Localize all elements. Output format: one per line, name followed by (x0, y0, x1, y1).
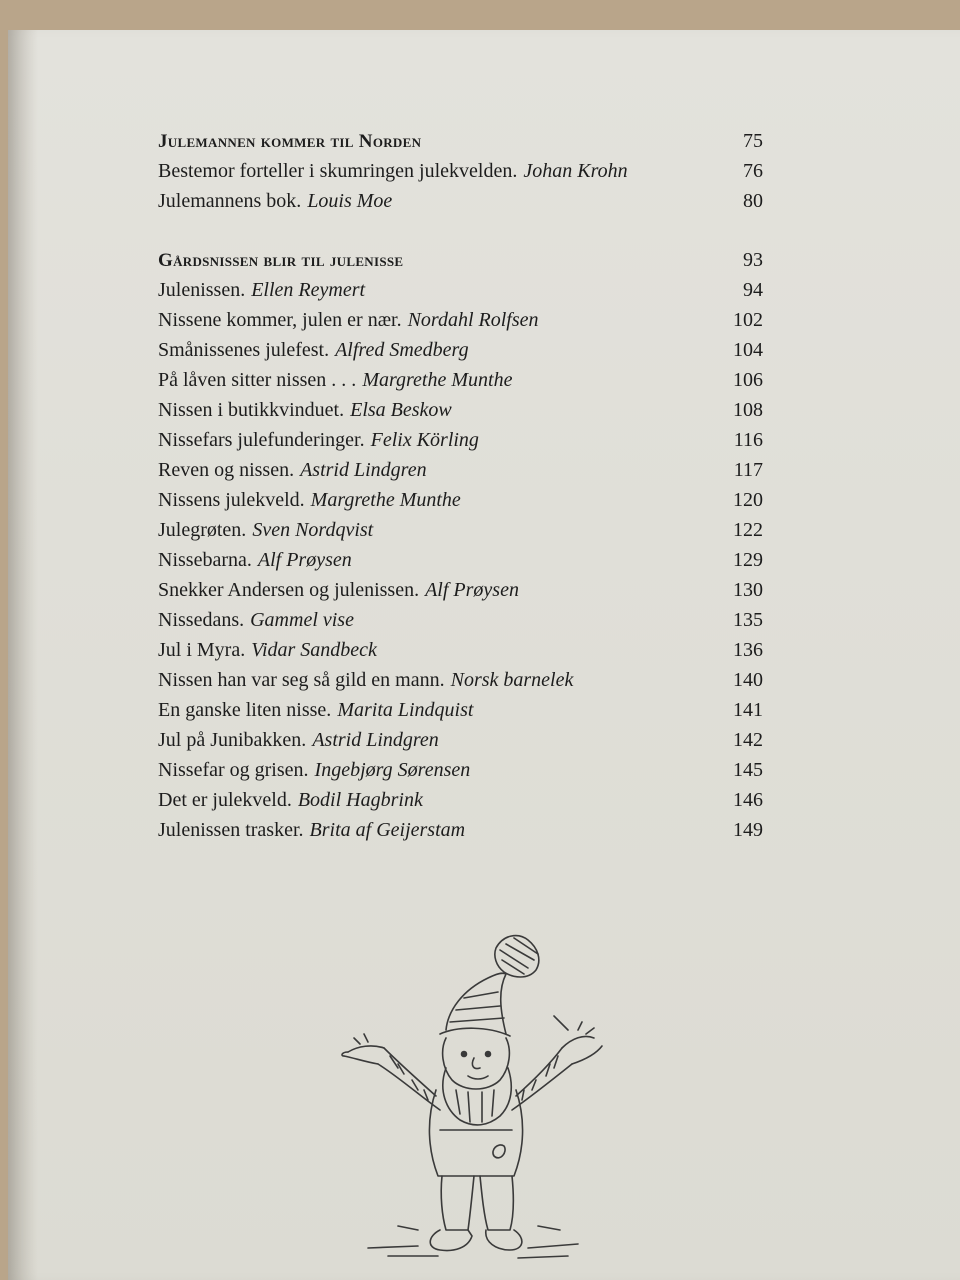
entry-page: 141 (733, 699, 763, 721)
entry-title: Bestemor forteller i skumringen julekvelden. (158, 160, 518, 182)
entry-title-group (158, 755, 470, 785)
gnome-illustration-icon (328, 930, 608, 1270)
entry-page: 122 (733, 519, 763, 541)
entry-title: Julenissen. (158, 279, 246, 301)
entry-title-group (158, 815, 465, 845)
entry-title-group (158, 575, 519, 605)
entry-author: Astrid Lindgren (312, 729, 439, 751)
section-heading-page: 93 (743, 249, 763, 271)
toc-entry (158, 575, 763, 605)
toc-entry (158, 275, 763, 305)
entry-page: 146 (733, 789, 763, 811)
entry-title: Reven og nissen. (158, 459, 295, 481)
entry-title-group (158, 186, 392, 216)
entry-title: Nissens julekveld. (158, 489, 305, 511)
toc-entry (158, 186, 763, 216)
section-heading (158, 245, 763, 275)
toc-entry (158, 515, 763, 545)
entry-title-group (158, 725, 439, 755)
entry-title-group (158, 335, 469, 365)
toc-entry (158, 665, 763, 695)
entry-author: Louis Moe (307, 190, 393, 212)
entry-author: Sven Nordqvist (252, 519, 374, 541)
section-heading-page: 75 (743, 130, 763, 152)
entry-title: Nissebarna. (158, 549, 252, 571)
entry-author: Alfred Smedberg (335, 339, 469, 361)
toc-section-gardsnissen (158, 245, 763, 845)
entry-page: 145 (733, 759, 763, 781)
page-gutter-shadow (8, 30, 38, 1280)
entry-page: 102 (733, 309, 763, 331)
entry-author: Brita af Geijerstam (309, 819, 466, 841)
entry-author: Ingebjørg Sørensen (314, 759, 471, 781)
entry-title: Jul på Junibakken. (158, 729, 307, 751)
entry-page: 140 (733, 669, 763, 691)
entry-title: Nissefars julefunderinger. (158, 429, 365, 451)
toc-entry (158, 365, 763, 395)
toc-entry (158, 395, 763, 425)
entry-author: Elsa Beskow (350, 399, 452, 421)
entry-page: 76 (743, 160, 763, 182)
entry-author: Margrethe Munthe (362, 369, 513, 391)
entry-page: 136 (733, 639, 763, 661)
toc-entry (158, 635, 763, 665)
section-heading-title: Julemannen kommer til Norden (158, 131, 422, 152)
entry-author: Johan Krohn (523, 160, 628, 182)
entry-author: Bodil Hagbrink (297, 789, 423, 811)
toc-entry (158, 545, 763, 575)
entry-title-group (158, 425, 479, 455)
toc-entry (158, 605, 763, 635)
toc-entry (158, 755, 763, 785)
entry-title: Snekker Andersen og julenissen. (158, 579, 420, 601)
entry-title-group (158, 365, 512, 395)
entry-title-group (158, 156, 628, 186)
entry-title-group (158, 515, 373, 545)
entry-title: Nissen han var seg så gild en mann. (158, 669, 445, 691)
entry-page: 120 (733, 489, 763, 511)
entry-title: Julegrøten. (158, 519, 247, 541)
entry-page: 135 (733, 609, 763, 631)
toc-entry (158, 305, 763, 335)
entry-page: 108 (733, 399, 763, 421)
section-heading (158, 126, 763, 156)
entry-page: 142 (733, 729, 763, 751)
entry-title: På låven sitter nissen . . . (158, 369, 357, 391)
entry-title: Julemannens bok. (158, 190, 302, 212)
entry-title: Nissen i butikkvinduet. (158, 399, 345, 421)
toc-entry (158, 785, 763, 815)
entry-author: Gammel vise (250, 609, 354, 631)
toc-entry (158, 815, 763, 845)
entry-author: Alf Prøysen (257, 549, 352, 571)
entry-title-group (158, 605, 354, 635)
entry-title: Smånissenes julefest. (158, 339, 330, 361)
entry-title: Nissene kommer, julen er nær. (158, 309, 402, 331)
entry-page: 116 (733, 429, 763, 451)
entry-title: Jul i Myra. (158, 639, 246, 661)
entry-title-group (158, 785, 423, 815)
entry-author: Marita Lindquist (337, 699, 474, 721)
entry-author: Margrethe Munthe (310, 489, 461, 511)
toc-entry (158, 455, 763, 485)
entry-title: Julenissen trasker. (158, 819, 304, 841)
toc-entry (158, 335, 763, 365)
toc-section-julemannen (158, 126, 763, 216)
entry-page: 117 (733, 459, 763, 481)
entry-title-group (158, 275, 365, 305)
entry-title-group (158, 455, 427, 485)
entry-page: 149 (733, 819, 763, 841)
entry-author: Alf Prøysen (425, 579, 519, 601)
table-of-contents (158, 126, 763, 845)
entry-author: Felix Körling (370, 429, 479, 451)
entry-title-group (158, 665, 573, 695)
entry-title-group (158, 305, 539, 335)
entry-title-group (158, 485, 461, 515)
entry-title: Nissefar og grisen. (158, 759, 309, 781)
entry-author: Nordahl Rolfsen (407, 309, 539, 331)
entry-title-group (158, 635, 377, 665)
entry-title-group (158, 695, 473, 725)
entry-title-group (158, 545, 352, 575)
entry-author: Norsk barnelek (450, 669, 574, 691)
toc-entry (158, 485, 763, 515)
entry-page: 129 (733, 549, 763, 571)
entry-title: Nissedans. (158, 609, 245, 631)
entry-title: Det er julekveld. (158, 789, 292, 811)
entry-page: 130 (733, 579, 763, 601)
entry-author: Ellen Reymert (251, 279, 366, 301)
entry-author: Vidar Sandbeck (251, 639, 377, 661)
entry-author: Astrid Lindgren (300, 459, 427, 481)
book-page (8, 30, 960, 1280)
section-heading-title: Gårdsnissen blir til julenisse (158, 250, 404, 271)
entry-title-group (158, 395, 452, 425)
toc-entry (158, 695, 763, 725)
entry-page: 106 (733, 369, 763, 391)
toc-entry (158, 725, 763, 755)
entry-page: 80 (743, 190, 763, 212)
toc-entry (158, 156, 763, 186)
entry-page: 94 (743, 279, 763, 301)
entry-title: En ganske liten nisse. (158, 699, 332, 721)
toc-entry (158, 425, 763, 455)
entry-page: 104 (733, 339, 763, 361)
